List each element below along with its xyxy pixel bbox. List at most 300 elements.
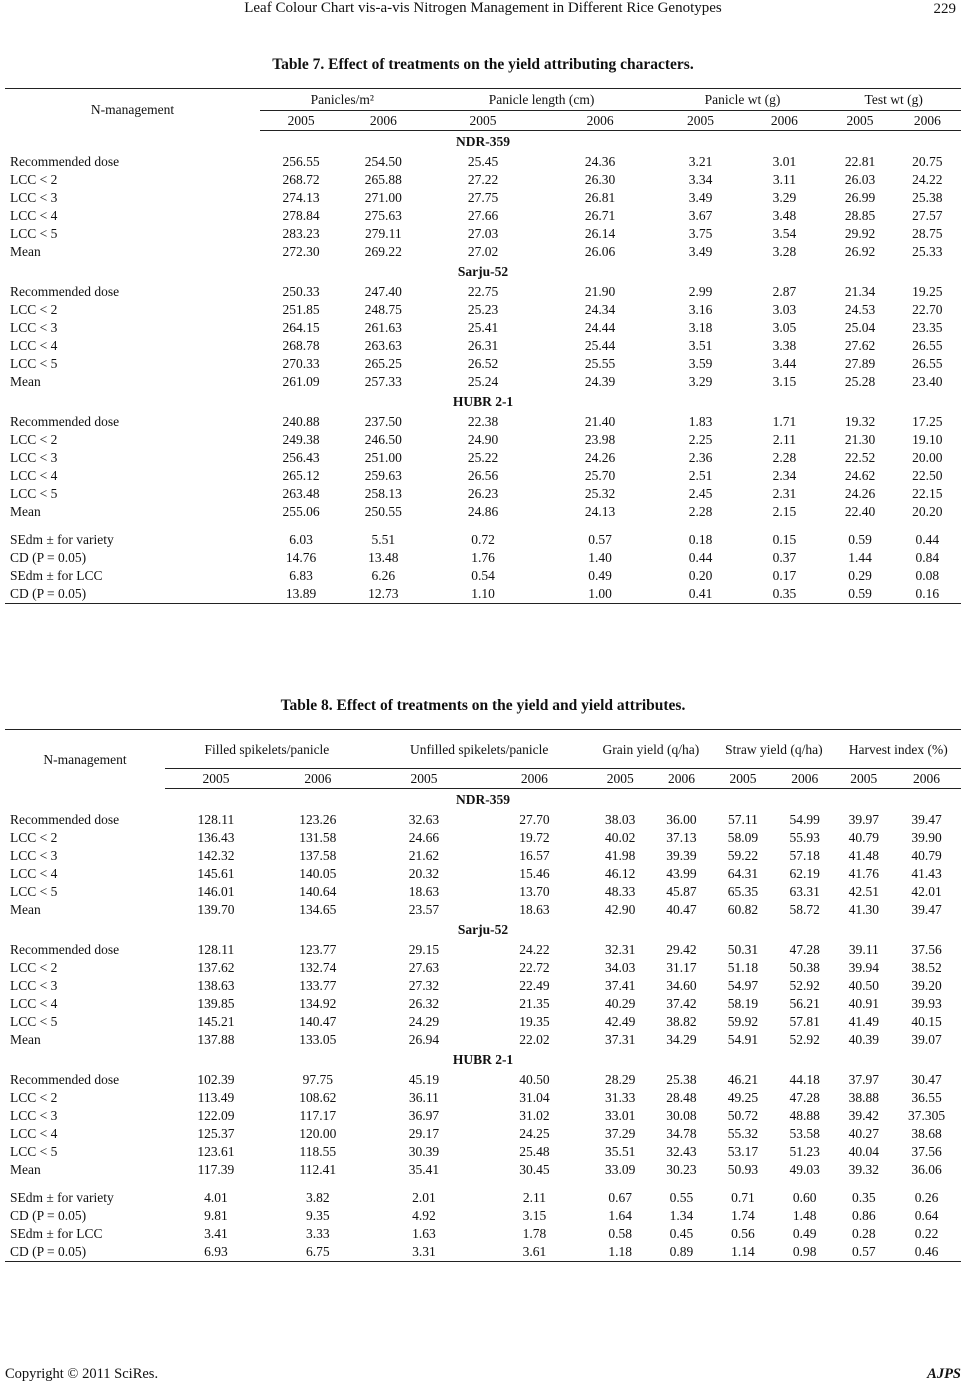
year-header: 2006 (742, 111, 826, 131)
section-row (5, 261, 961, 283)
stat-row (5, 1225, 961, 1243)
cell-value: 134.65 (299, 902, 337, 917)
cell-value: 22.38 (467, 414, 499, 429)
section-title: NDR-359 (456, 134, 510, 149)
cell-value: 24.22 (912, 172, 943, 187)
section-row (5, 391, 961, 413)
cell-value: 40.04 (848, 1144, 879, 1159)
cell-value: 13.70 (519, 884, 550, 899)
cell-value: 33.01 (605, 1108, 636, 1123)
cell-value: 29.15 (408, 942, 440, 957)
cell-value: 272.30 (282, 244, 320, 259)
cell-value: 1.10 (424, 585, 541, 604)
cell-value: 258.13 (364, 486, 402, 501)
cell-value: 123.26 (299, 812, 337, 827)
cell-value: 29.17 (408, 1126, 440, 1141)
table-row (5, 467, 961, 485)
section-row (5, 131, 961, 154)
cell-value: 3.38 (772, 338, 797, 353)
cell-value: 146.01 (197, 884, 235, 899)
cell-value: 21.35 (519, 996, 550, 1011)
cell-value: 26.52 (467, 356, 499, 371)
cell-value: 250.55 (364, 504, 402, 519)
cell-value: 27.89 (844, 356, 876, 371)
cell-value: 39.97 (848, 812, 879, 827)
cell-value: 0.67 (608, 1190, 633, 1205)
cell-value: 117.39 (197, 1162, 235, 1177)
cell-value: 257.33 (364, 374, 402, 389)
cell-value: 256.55 (282, 154, 320, 169)
cell-value: 1.71 (772, 414, 797, 429)
cell-value: 283.23 (282, 226, 320, 241)
cell-value: 53.17 (727, 1144, 759, 1159)
year-header: 2006 (774, 769, 836, 789)
cell-value: 6.03 (289, 532, 313, 547)
cell-value: 142.32 (197, 848, 235, 863)
cell-value: 25.33 (912, 244, 943, 259)
year-header: 2005 (836, 769, 892, 789)
cell-value: 22.40 (844, 504, 876, 519)
cell-value: 38.82 (666, 1014, 697, 1029)
table-row (5, 485, 961, 503)
cell-value: 30.47 (911, 1072, 942, 1087)
cell-value: 139.70 (197, 902, 235, 917)
cell-value: 29.42 (666, 942, 697, 957)
row-label: LCC < 3 (10, 450, 58, 465)
table-row (5, 171, 961, 189)
cell-value: 27.62 (844, 338, 876, 353)
row-header: N-management (5, 89, 260, 131)
cell-value: 1.34 (669, 1208, 694, 1223)
cell-value: 27.32 (408, 978, 440, 993)
cell-value: 28.75 (912, 226, 943, 241)
cell-value: 145.21 (197, 1014, 235, 1029)
cell-value: 0.44 (688, 550, 713, 565)
cell-value: 140.64 (299, 884, 337, 899)
cell-value: 27.02 (467, 244, 499, 259)
cell-value: 42.49 (605, 1014, 636, 1029)
cell-value: 3.31 (369, 1243, 479, 1262)
year-header: 2005 (165, 769, 267, 789)
cell-value: 123.77 (299, 942, 337, 957)
cell-value: 125.37 (197, 1126, 235, 1141)
table-row (5, 301, 961, 319)
cell-value: 27.22 (467, 172, 499, 187)
cell-value: 24.25 (519, 1126, 550, 1141)
row-label: LCC < 3 (10, 320, 58, 335)
cell-value: 21.30 (844, 432, 876, 447)
cell-value: 28.48 (666, 1090, 697, 1105)
cell-value: 57.18 (789, 848, 820, 863)
cell-value: 128.11 (197, 942, 235, 957)
cell-value: 39.90 (911, 830, 942, 845)
cell-value: 23.98 (584, 432, 616, 447)
cell-value: 63.31 (789, 884, 820, 899)
row-label: LCC < 5 (10, 1014, 58, 1029)
cell-value: 0.18 (688, 532, 713, 547)
cell-value: 22.50 (912, 468, 943, 483)
cell-value: 5.51 (371, 532, 396, 547)
table-row (5, 283, 961, 301)
cell-value: 26.55 (912, 356, 943, 371)
cell-value: 0.56 (731, 1226, 755, 1241)
table-row (5, 1013, 961, 1031)
cell-value: 26.23 (467, 486, 499, 501)
cell-value: 19.72 (519, 830, 550, 845)
cell-value: 1.14 (712, 1243, 774, 1262)
cell-value: 240.88 (282, 414, 320, 429)
row-label: Recommended dose (10, 284, 120, 299)
cell-value: 2.25 (688, 432, 713, 447)
cell-value: 41.30 (848, 902, 879, 917)
cell-value: 3.48 (772, 208, 797, 223)
year-header: 2006 (267, 769, 369, 789)
cell-value: 23.35 (912, 320, 943, 335)
cell-value: 40.39 (848, 1032, 879, 1047)
cell-value: 0.49 (792, 1226, 817, 1241)
row-label: LCC < 4 (10, 338, 58, 353)
cell-value: 39.47 (911, 902, 942, 917)
cell-value: 3.41 (204, 1226, 228, 1241)
table-row (5, 1071, 961, 1089)
cell-value: 3.29 (688, 374, 713, 389)
cell-value: 39.47 (911, 812, 942, 827)
cell-value: 38.68 (911, 1126, 942, 1141)
cell-value: 3.49 (688, 244, 713, 259)
table-row (5, 189, 961, 207)
cell-value: 26.71 (584, 208, 616, 223)
cell-value: 2.99 (688, 284, 713, 299)
cell-value: 24.26 (844, 486, 876, 501)
cell-value: 0.55 (669, 1190, 694, 1205)
cell-value: 251.85 (282, 302, 320, 317)
table-row (5, 865, 961, 883)
cell-value: 3.05 (772, 320, 797, 335)
cell-value: 41.43 (911, 866, 942, 881)
table-row (5, 1031, 961, 1049)
table-row (5, 959, 961, 977)
table7-caption: Table 7. Effect of treatments on the yield attributing characters. (272, 56, 694, 73)
table-row (5, 941, 961, 959)
cell-value: 56.21 (789, 996, 820, 1011)
cell-value: 25.55 (584, 356, 616, 371)
cell-value: 25.44 (584, 338, 616, 353)
cell-value: 51.18 (727, 960, 759, 975)
cell-value: 26.92 (844, 244, 876, 259)
row-label: Mean (10, 1032, 41, 1047)
section-row (5, 1049, 961, 1071)
cell-value: 133.77 (299, 978, 337, 993)
cell-value: 39.93 (911, 996, 942, 1011)
row-label: LCC < 4 (10, 1126, 58, 1141)
cell-value: 268.72 (282, 172, 320, 187)
cell-value: 52.92 (789, 1032, 820, 1047)
cell-value: 4.92 (412, 1208, 436, 1223)
cell-value: 0.86 (851, 1208, 876, 1223)
cell-value: 118.55 (299, 1144, 337, 1159)
cell-value: 40.29 (605, 996, 636, 1011)
cell-value: 2.15 (772, 504, 797, 519)
cell-value: 247.40 (364, 284, 402, 299)
table-row (5, 1089, 961, 1107)
cell-value: 24.66 (408, 830, 440, 845)
cell-value: 3.59 (688, 356, 713, 371)
cell-value: 246.50 (364, 432, 402, 447)
cell-value: 2.01 (412, 1190, 436, 1205)
table-row (5, 225, 961, 243)
cell-value: 22.70 (912, 302, 943, 317)
cell-value: 33.09 (605, 1162, 636, 1177)
cell-value: 18.63 (408, 884, 440, 899)
cell-value: 57.11 (728, 812, 758, 827)
cell-value: 136.43 (197, 830, 235, 845)
cell-value: 29.92 (844, 226, 876, 241)
cell-value: 1.76 (471, 550, 495, 565)
cell-value: 256.43 (282, 450, 320, 465)
cell-value: 45.87 (666, 884, 697, 899)
running-header (0, 0, 966, 24)
cell-value: 24.36 (584, 154, 616, 169)
cell-value: 32.31 (605, 942, 636, 957)
cell-value: 58.09 (727, 830, 759, 845)
cell-value: 269.22 (364, 244, 402, 259)
cell-value: 36.00 (666, 812, 697, 827)
cell-value: 41.49 (848, 1014, 879, 1029)
cell-value: 250.33 (282, 284, 320, 299)
cell-value: 55.32 (727, 1126, 759, 1141)
table-row (5, 1107, 961, 1125)
cell-value: 25.41 (467, 320, 499, 335)
cell-value: 6.93 (165, 1243, 267, 1262)
cell-value: 261.09 (282, 374, 320, 389)
cell-value: 248.75 (364, 302, 402, 317)
cell-value: 19.25 (912, 284, 943, 299)
row-label: Mean (10, 504, 41, 519)
cell-value: 48.33 (605, 884, 636, 899)
table-row (5, 355, 961, 373)
cell-value: 113.49 (197, 1090, 235, 1105)
row-label: LCC < 3 (10, 978, 58, 993)
cell-value: 123.61 (197, 1144, 235, 1159)
section-row (5, 789, 961, 812)
cell-value: 3.33 (306, 1226, 330, 1241)
cell-value: 24.90 (467, 432, 499, 447)
table-row (5, 883, 961, 901)
cell-value: 275.63 (364, 208, 402, 223)
cell-value: 0.41 (659, 585, 743, 604)
cell-value: 18.63 (519, 902, 550, 917)
table-row (5, 319, 961, 337)
cell-value: 2.87 (772, 284, 797, 299)
cell-value: 40.15 (911, 1014, 942, 1029)
cell-value: 0.20 (688, 568, 713, 583)
row-label: Recommended dose (10, 812, 120, 827)
cell-value: 35.41 (408, 1162, 440, 1177)
cell-value: 37.41 (605, 978, 636, 993)
cell-value: 40.47 (666, 902, 697, 917)
cell-value: 1.40 (588, 550, 612, 565)
cell-value: 59.22 (727, 848, 759, 863)
cell-value: 3.21 (688, 154, 713, 169)
stat-row (5, 567, 961, 585)
row-label: Mean (10, 244, 41, 259)
cell-value: 0.37 (772, 550, 797, 565)
table-row (5, 337, 961, 355)
cell-value: 3.29 (772, 190, 797, 205)
cell-value: 131.58 (299, 830, 337, 845)
spacer-row (5, 521, 961, 531)
spacer (5, 521, 961, 531)
cell-value: 27.03 (467, 226, 499, 241)
cell-value: 20.20 (912, 504, 943, 519)
cell-value: 25.70 (584, 468, 616, 483)
cell-value: 42.51 (848, 884, 879, 899)
cell-value: 25.22 (467, 450, 499, 465)
table-8 (5, 729, 961, 1262)
cell-value: 0.15 (772, 532, 797, 547)
cell-value: 1.48 (792, 1208, 817, 1223)
cell-value: 34.03 (605, 960, 636, 975)
row-label: LCC < 5 (10, 356, 58, 371)
cell-value: 24.86 (467, 504, 499, 519)
cell-value: 43.99 (666, 866, 697, 881)
cell-value: 64.31 (727, 866, 759, 881)
year-header: 2005 (712, 769, 774, 789)
cell-value: 23.40 (912, 374, 943, 389)
cell-value: 44.18 (789, 1072, 820, 1087)
cell-value: 2.28 (688, 504, 713, 519)
cell-value: 133.05 (299, 1032, 337, 1047)
cell-value: 19.10 (912, 432, 943, 447)
cell-value: 39.20 (911, 978, 942, 993)
row-label: LCC < 4 (10, 996, 58, 1011)
cell-value: 3.44 (772, 356, 797, 371)
table-row (5, 1125, 961, 1143)
cell-value: 137.88 (197, 1032, 235, 1047)
cell-value: 15.46 (519, 866, 550, 881)
cell-value: 137.62 (197, 960, 235, 975)
section-row (5, 919, 961, 941)
cell-value: 36.55 (911, 1090, 942, 1105)
cell-value: 2.51 (688, 468, 713, 483)
cell-value: 26.81 (584, 190, 616, 205)
cell-value: 21.34 (844, 284, 876, 299)
cell-value: 37.29 (605, 1126, 636, 1141)
section-title: NDR-359 (456, 792, 510, 807)
cell-value: 40.79 (848, 830, 879, 845)
year-header: 2006 (892, 769, 961, 789)
cell-value: 32.63 (408, 812, 440, 827)
cell-value: 47.28 (789, 942, 820, 957)
cell-value: 58.72 (789, 902, 820, 917)
cell-value: 1.74 (731, 1208, 755, 1223)
cell-value: 0.46 (892, 1243, 961, 1262)
cell-value: 0.58 (608, 1226, 633, 1241)
cell-value: 0.57 (588, 532, 612, 547)
table-row (5, 243, 961, 261)
row-label: LCC < 4 (10, 866, 58, 881)
col-group-panicles: Panicles/m² (260, 89, 424, 111)
cell-value: 20.00 (912, 450, 943, 465)
cell-value: 26.30 (584, 172, 616, 187)
cell-value: 3.11 (772, 172, 796, 187)
cell-value: 37.31 (605, 1032, 636, 1047)
row-label: LCC < 2 (10, 432, 58, 447)
col-group-straw-yield: Straw yield (q/ha) (712, 730, 835, 769)
cell-value: 261.63 (364, 320, 402, 335)
cell-value: 279.11 (365, 226, 402, 241)
cell-value: 265.12 (282, 468, 320, 483)
cell-value: 3.82 (306, 1190, 330, 1205)
cell-value: 0.72 (471, 532, 495, 547)
table-row (5, 1143, 961, 1161)
year-header: 2005 (659, 111, 743, 131)
cell-value: 22.52 (844, 450, 876, 465)
cell-value: 14.76 (285, 550, 317, 565)
cell-value: 26.55 (912, 338, 943, 353)
cell-value: 17.25 (912, 414, 943, 429)
year-header: 2006 (651, 769, 712, 789)
row-label: SEdm ± for variety (10, 1190, 114, 1205)
year-header: 2005 (590, 769, 651, 789)
section-title: HUBR 2-1 (452, 1052, 514, 1067)
table8-caption: Table 8. Effect of treatments on the yield and yield attributes. (280, 697, 686, 714)
cell-value: 34.29 (666, 1032, 697, 1047)
cell-value: 37.42 (666, 996, 697, 1011)
cell-value: 39.07 (911, 1032, 942, 1047)
cell-value: 40.02 (605, 830, 636, 845)
row-label: SEdm ± for variety (10, 532, 114, 547)
cell-value: 37.305 (907, 1108, 946, 1123)
row-label: SEdm ± for LCC (10, 1226, 103, 1241)
cell-value: 3.28 (772, 244, 797, 259)
cell-value: 26.14 (584, 226, 616, 241)
cell-value: 37.97 (848, 1072, 879, 1087)
row-label: CD (P = 0.05) (10, 1208, 87, 1223)
cell-value: 40.50 (519, 1072, 550, 1087)
cell-value: 0.49 (588, 568, 612, 583)
cell-value: 134.92 (299, 996, 337, 1011)
cell-value: 48.88 (789, 1108, 820, 1123)
cell-value: 0.54 (471, 568, 495, 583)
cell-value: 41.98 (605, 848, 636, 863)
cell-value: 30.08 (666, 1108, 697, 1123)
cell-value: 50.93 (727, 1162, 759, 1177)
cell-value: 53.58 (789, 1126, 820, 1141)
year-header: 2006 (542, 111, 659, 131)
row-label: SEdm ± for LCC (10, 568, 103, 583)
cell-value: 3.49 (688, 190, 713, 205)
cell-value: 31.33 (605, 1090, 636, 1105)
page-number: 229 (933, 1, 956, 17)
cell-value: 2.31 (772, 486, 797, 501)
cell-value: 34.60 (666, 978, 697, 993)
cell-value: 30.45 (519, 1162, 550, 1177)
cell-value: 30.39 (408, 1144, 440, 1159)
cell-value: 3.15 (522, 1208, 547, 1223)
cell-value: 0.57 (836, 1243, 892, 1262)
cell-value: 25.32 (584, 486, 616, 501)
cell-value: 31.04 (519, 1090, 550, 1105)
section-title: Sarju-52 (457, 264, 509, 279)
cell-value: 140.47 (299, 1014, 337, 1029)
cell-value: 38.52 (911, 960, 942, 975)
cell-value: 22.72 (519, 960, 550, 975)
cell-value: 2.28 (772, 450, 797, 465)
cell-value: 278.84 (282, 208, 320, 223)
cell-value: 251.00 (364, 450, 402, 465)
cell-value: 27.63 (408, 960, 440, 975)
